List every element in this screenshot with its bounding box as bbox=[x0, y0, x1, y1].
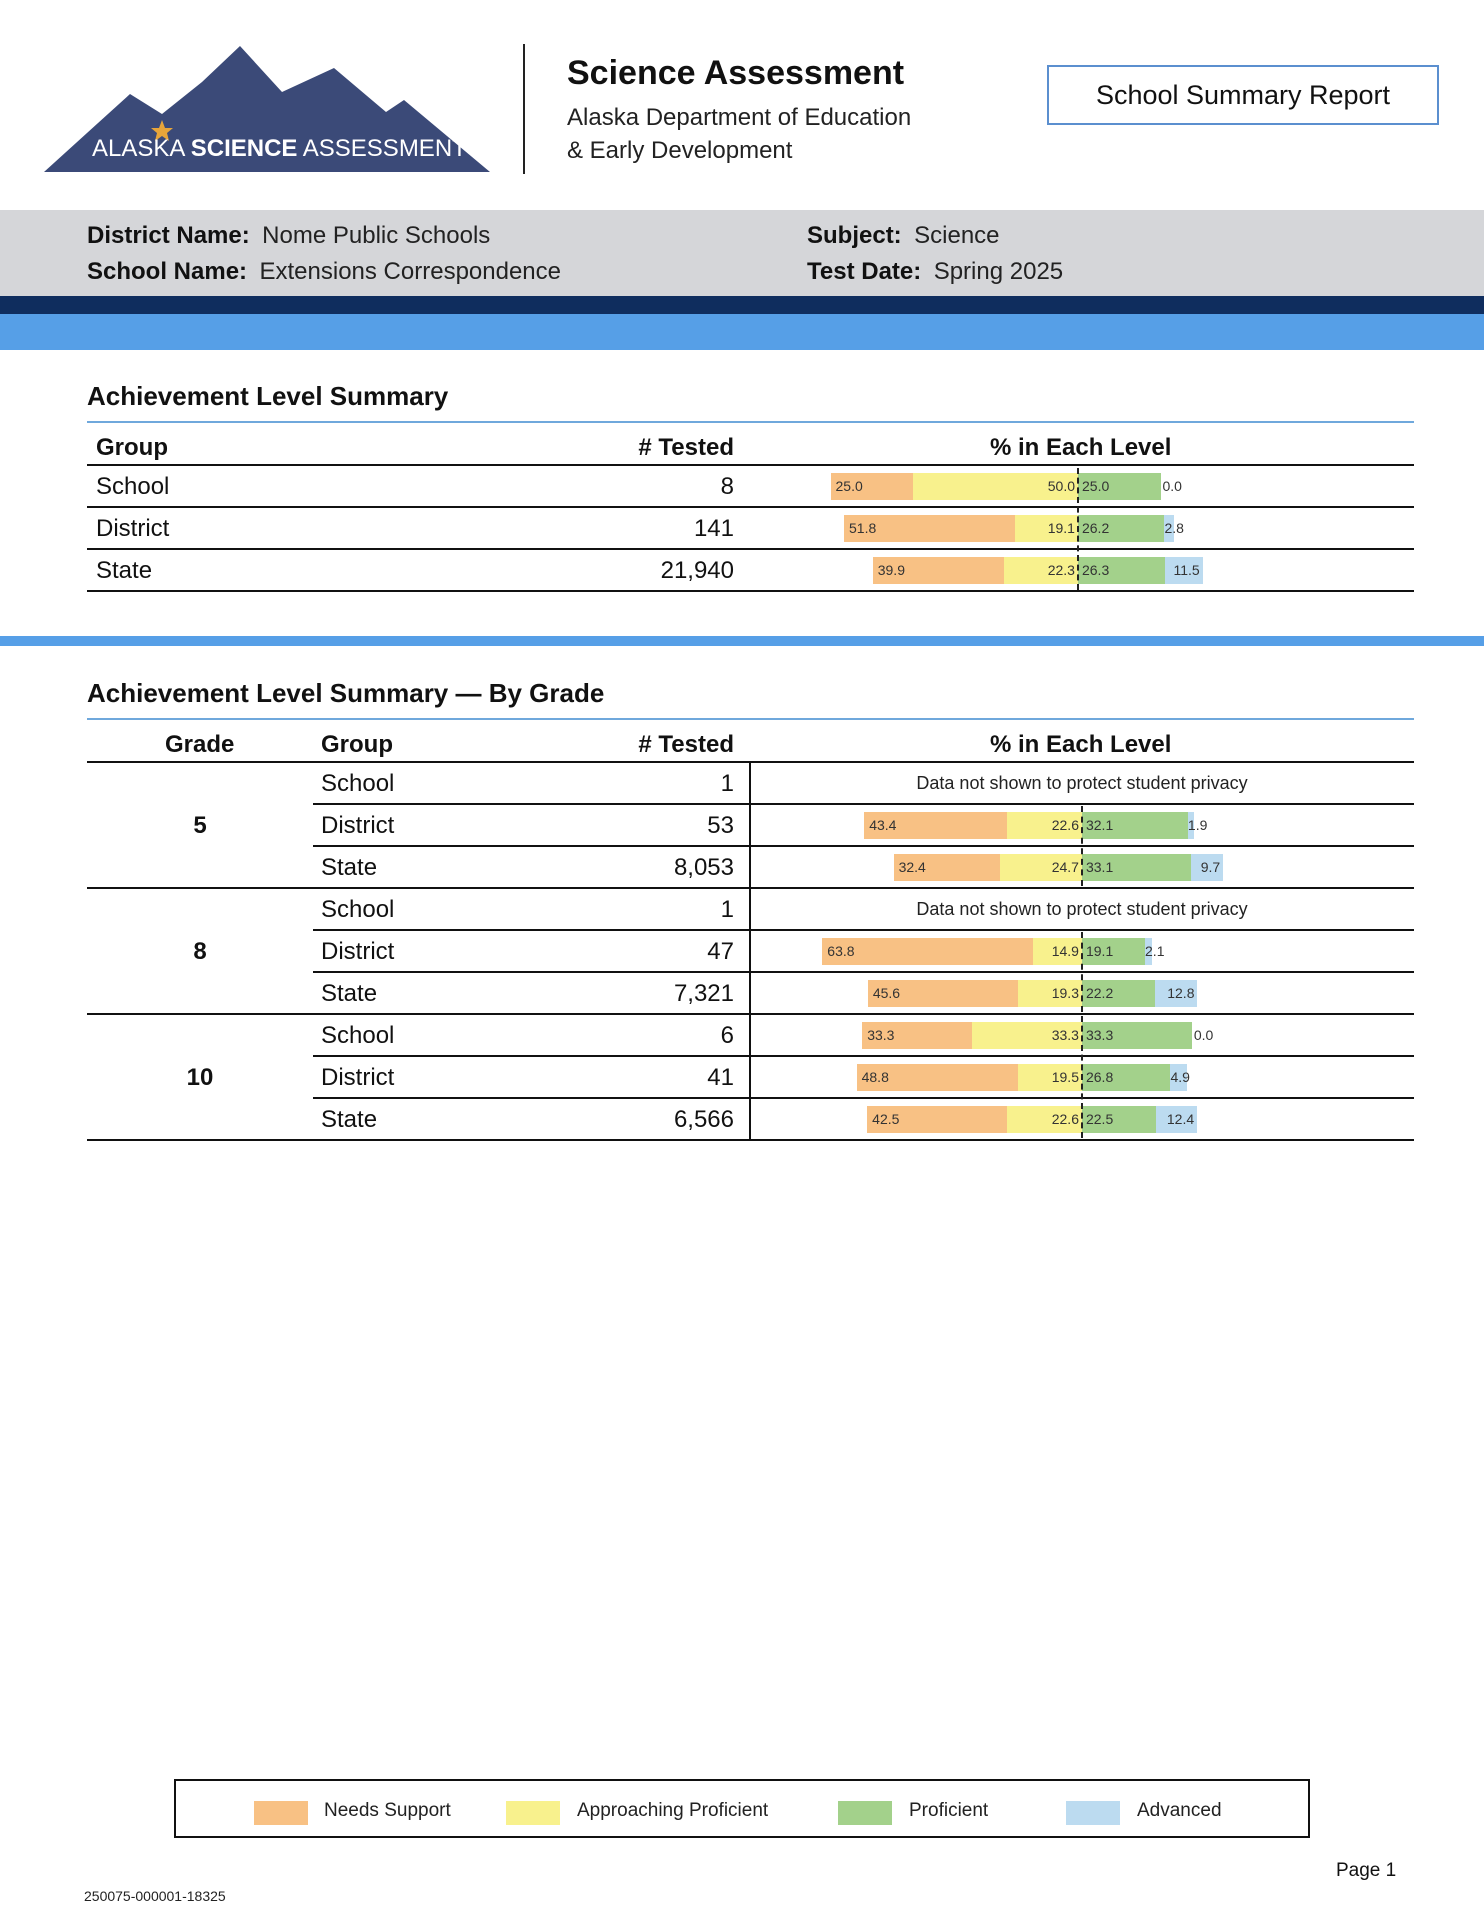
by-grade-section-title: Achievement Level Summary — By Grade bbox=[87, 678, 605, 708]
needs-support-segment: 45.6 bbox=[868, 980, 1018, 1007]
grade-label-5: 5 bbox=[193, 812, 207, 839]
advanced-segment: 2.8 bbox=[1164, 515, 1173, 542]
approaching-segment: 22.6 bbox=[1007, 812, 1082, 839]
proficient-segment: 26.2 bbox=[1078, 515, 1164, 542]
table-row-rule bbox=[313, 1055, 1414, 1057]
level-bar bbox=[864, 812, 1208, 839]
approaching-segment: 14.9 bbox=[1033, 938, 1082, 965]
level-bar bbox=[822, 938, 1165, 965]
table-row-rule bbox=[313, 845, 1414, 847]
by-grade-title-rule bbox=[87, 718, 1414, 720]
grade8-group-school: School bbox=[321, 896, 395, 923]
report-type-box: School Summary Report bbox=[1047, 65, 1439, 125]
legend-label-advanced: Advanced bbox=[1137, 1800, 1222, 1821]
table-row-rule bbox=[87, 548, 1414, 550]
grade5-tested-district: 53 bbox=[707, 812, 734, 839]
navy-stripe bbox=[0, 296, 1484, 314]
grade10-group-school: School bbox=[321, 1022, 395, 1049]
legend-label-proficient: Proficient bbox=[909, 1800, 989, 1821]
advanced-segment: 9.7 bbox=[1191, 854, 1223, 881]
district-label: District Name: bbox=[87, 222, 250, 249]
table-row-rule bbox=[87, 506, 1414, 508]
by-grade-header-levels: % in Each Level bbox=[990, 731, 1172, 758]
grade8-tested-district: 47 bbox=[707, 938, 734, 965]
legend-swatch-approaching bbox=[506, 1801, 560, 1825]
test-date-label: Test Date: bbox=[807, 258, 922, 285]
summary-tested-district: 141 bbox=[693, 515, 734, 542]
needs-support-segment: 42.5 bbox=[867, 1106, 1007, 1133]
grade10-tested-school: 6 bbox=[720, 1022, 734, 1049]
legend-swatch-advanced bbox=[1066, 1801, 1120, 1825]
page-title: Science Assessment bbox=[567, 54, 905, 92]
grade8-group-state: State bbox=[321, 980, 378, 1007]
table-row-rule bbox=[313, 929, 1414, 931]
school-value: Extensions Correspondence bbox=[259, 258, 561, 285]
table-row-rule bbox=[87, 590, 1414, 592]
legend-label-approaching: Approaching Proficient bbox=[577, 1800, 769, 1821]
approaching-segment: 22.6 bbox=[1007, 1106, 1082, 1133]
advanced-segment: 4.9 bbox=[1170, 1064, 1186, 1091]
level-bar bbox=[862, 1022, 1214, 1049]
proficient-segment: 26.3 bbox=[1078, 557, 1165, 584]
approaching-segment: 19.3 bbox=[1018, 980, 1082, 1007]
summary-header-levels: % in Each Level bbox=[990, 434, 1172, 461]
summary-tested-state: 21,940 bbox=[660, 557, 734, 584]
proficient-segment: 19.1 bbox=[1082, 938, 1145, 965]
legend-swatch-proficient bbox=[838, 1801, 892, 1825]
grade-label-10: 10 bbox=[186, 1064, 214, 1091]
advanced-segment: 0.0 bbox=[1193, 1027, 1214, 1043]
grade5-tested-state: 8,053 bbox=[673, 854, 734, 881]
needs-support-segment: 43.4 bbox=[864, 812, 1007, 839]
by-grade-header-grade: Grade bbox=[165, 731, 235, 758]
header-divider bbox=[523, 44, 525, 174]
summary-group-school: School bbox=[96, 473, 170, 500]
approaching-segment: 24.7 bbox=[1000, 854, 1082, 881]
proficient-segment: 25.0 bbox=[1078, 473, 1161, 500]
proficient-segment: 22.2 bbox=[1082, 980, 1155, 1007]
grade8-group-district: District bbox=[321, 938, 395, 965]
approaching-segment: 50.0 bbox=[913, 473, 1078, 500]
by-grade-header-tested: # Tested bbox=[638, 731, 734, 758]
subject-value: Science bbox=[914, 222, 1000, 249]
grade10-group-state: State bbox=[321, 1106, 378, 1133]
summary-title-rule bbox=[87, 421, 1414, 423]
level-bar bbox=[868, 980, 1198, 1007]
legend-label-needs-support: Needs Support bbox=[324, 1800, 451, 1821]
subject-label: Subject: bbox=[807, 222, 902, 249]
summary-header-group: Group bbox=[96, 434, 168, 461]
grade5-group-state: State bbox=[321, 854, 378, 881]
advanced-segment: 0.0 bbox=[1162, 478, 1182, 494]
department-name-line1: Alaska Department of Education bbox=[567, 104, 912, 131]
proficiency-cut-line bbox=[1081, 1016, 1083, 1138]
level-bar bbox=[857, 1064, 1190, 1091]
grade10-tested-district: 41 bbox=[707, 1064, 734, 1091]
needs-support-segment: 33.3 bbox=[862, 1022, 972, 1049]
approaching-segment: 33.3 bbox=[972, 1022, 1082, 1049]
advanced-segment: 12.8 bbox=[1155, 980, 1197, 1007]
needs-support-segment: 51.8 bbox=[844, 515, 1015, 542]
svg-text:ALASKA SCIENCE ASSESSM: ALASKA SCIENCE ASSESSMENT bbox=[92, 135, 467, 162]
proficient-segment: 33.1 bbox=[1082, 854, 1191, 881]
section-divider-stripe bbox=[0, 636, 1484, 646]
summary-header-tested: # Tested bbox=[638, 434, 734, 461]
info-band bbox=[0, 210, 1484, 296]
approaching-segment: 22.3 bbox=[1004, 557, 1078, 584]
proficient-segment: 26.8 bbox=[1082, 1064, 1170, 1091]
blue-stripe bbox=[0, 314, 1484, 350]
grade8-tested-state: 7,321 bbox=[673, 980, 734, 1007]
table-bottom-rule bbox=[87, 1139, 1414, 1141]
summary-group-state: State bbox=[96, 557, 153, 584]
needs-support-segment: 39.9 bbox=[873, 557, 1005, 584]
district-value: Nome Public Schools bbox=[262, 222, 491, 249]
summary-header-rule bbox=[87, 464, 1414, 466]
document-id: 250075-000001-18325 bbox=[84, 1888, 226, 1904]
privacy-note: Data not shown to protect student privacy bbox=[916, 773, 1248, 793]
grade5-group-district: District bbox=[321, 812, 395, 839]
needs-support-segment: 63.8 bbox=[822, 938, 1033, 965]
grade-group-rule bbox=[87, 887, 1414, 889]
table-row-rule bbox=[313, 971, 1414, 973]
summary-group-district: District bbox=[96, 515, 170, 542]
advanced-segment: 12.4 bbox=[1156, 1106, 1197, 1133]
proficiency-cut-line bbox=[1081, 932, 1083, 1012]
level-bar bbox=[844, 515, 1184, 542]
advanced-segment: 1.9 bbox=[1188, 812, 1194, 839]
department-name-line2: & Early Development bbox=[567, 137, 793, 164]
table-row-rule bbox=[313, 1097, 1414, 1099]
grade5-tested-school: 1 bbox=[720, 770, 734, 797]
privacy-note: Data not shown to protect student privacy bbox=[916, 899, 1248, 919]
level-bar bbox=[831, 473, 1182, 500]
advanced-segment: 2.1 bbox=[1145, 938, 1152, 965]
grade10-group-district: District bbox=[321, 1064, 395, 1091]
table-row-rule bbox=[313, 803, 1414, 805]
needs-support-segment: 25.0 bbox=[831, 473, 914, 500]
approaching-segment: 19.1 bbox=[1015, 515, 1078, 542]
needs-support-segment: 32.4 bbox=[894, 854, 1001, 881]
proficiency-cut-line bbox=[1077, 468, 1079, 590]
proficiency-cut-line bbox=[1081, 806, 1083, 886]
school-label: School Name: bbox=[87, 258, 248, 285]
needs-support-segment: 48.8 bbox=[857, 1064, 1018, 1091]
proficient-segment: 33.3 bbox=[1082, 1022, 1192, 1049]
alaska-science-assessment-logo bbox=[44, 42, 490, 176]
by-grade-header-group: Group bbox=[321, 731, 393, 758]
level-bar bbox=[894, 854, 1224, 881]
legend-swatch-needs-support bbox=[254, 1801, 308, 1825]
approaching-segment: 19.5 bbox=[1018, 1064, 1082, 1091]
level-bar bbox=[873, 557, 1203, 584]
legend bbox=[174, 1779, 1310, 1838]
advanced-segment: 11.5 bbox=[1165, 557, 1203, 584]
grade10-tested-state: 6,566 bbox=[673, 1106, 734, 1133]
test-date-value: Spring 2025 bbox=[933, 258, 1064, 285]
page-number: Page 1 bbox=[1336, 1860, 1397, 1881]
level-bar bbox=[867, 1106, 1197, 1133]
column-divider bbox=[749, 763, 751, 1140]
summary-tested-school: 8 bbox=[720, 473, 734, 500]
grade-group-rule bbox=[87, 1013, 1414, 1015]
grade5-group-school: School bbox=[321, 770, 395, 797]
grade8-tested-school: 1 bbox=[720, 896, 734, 923]
grade-label-8: 8 bbox=[193, 938, 207, 965]
proficient-segment: 22.5 bbox=[1082, 1106, 1156, 1133]
summary-section-title: Achievement Level Summary bbox=[87, 381, 449, 411]
proficient-segment: 32.1 bbox=[1082, 812, 1188, 839]
